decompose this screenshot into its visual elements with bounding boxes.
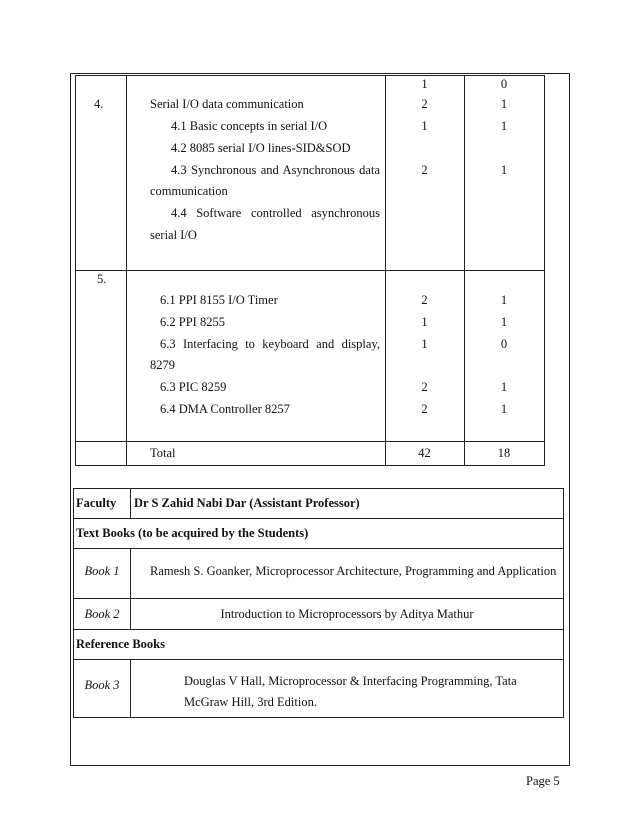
unit4-number: 4.: [94, 97, 104, 111]
unit4-sub4-line1: 4.4 Software controlled asynchronous: [171, 206, 380, 220]
book2-label: Book 2: [84, 607, 120, 621]
book2-text: Introduction to Microprocessors by Aditya Mathur: [220, 607, 474, 621]
column-divider: [544, 75, 545, 466]
unit4-sub2: 4.2 8085 serial I/O lines-SID&SOD: [171, 141, 351, 155]
row-divider: [75, 441, 545, 442]
books-top-border: [73, 488, 564, 489]
row-divider: [73, 659, 564, 660]
unit5-sub4: 6.3 PIC 8259: [160, 380, 227, 394]
unit4-heading-col-a: 2: [421, 97, 428, 111]
page-number: Page 5: [526, 774, 560, 788]
faculty-divider: [130, 488, 131, 519]
unit5-sub1: 6.1 PPI 8155 I/O Timer: [160, 293, 278, 307]
book1-label: Book 1: [84, 564, 120, 578]
column-divider: [75, 75, 76, 466]
unit5-sub5: 6.4 DMA Controller 8257: [160, 402, 290, 416]
book1-text: Ramesh S. Goanker, Microprocessor Architecture, Programming and Application: [150, 564, 557, 578]
unit5-sub1-col-b: 1: [500, 293, 508, 307]
unit5-number: 5.: [97, 272, 107, 286]
unit5-sub5-col-a: 2: [421, 402, 428, 416]
book3-line1: Douglas V Hall, Microprocessor & Interfacing Programming, Tata: [184, 674, 517, 688]
unit4-sub1: 4.1 Basic concepts in serial I/O: [171, 119, 328, 133]
book-label-divider: [130, 659, 131, 718]
row-divider: [75, 270, 545, 271]
unit4-sub1-col-a: 1: [421, 119, 428, 133]
total-label: Total: [150, 446, 176, 460]
row-divider: [73, 629, 564, 630]
unit5-sub2: 6.2 PPI 8255: [160, 315, 225, 329]
unit5-sub5-col-b: 1: [500, 402, 508, 416]
references-heading: Reference Books: [76, 637, 165, 651]
book3-line2: McGraw Hill, 3rd Edition.: [184, 695, 317, 709]
unit5-sub4-col-b: 1: [500, 380, 508, 394]
books-right-border: [563, 488, 564, 718]
unit5-sub3-col-b: 0: [500, 337, 508, 351]
unit5-sub3-col-a: 1: [421, 337, 428, 351]
unit5-sub3-line1: 6.3 Interfacing to keyboard and display,: [160, 337, 380, 351]
column-divider: [126, 75, 127, 466]
total-col-b: 18: [497, 446, 511, 460]
unit5-sub3-line2: 8279: [150, 358, 175, 372]
unit4-top-col-a: 1: [421, 77, 428, 91]
row-divider: [73, 548, 564, 549]
row-divider: [73, 518, 564, 519]
unit4-heading-col-b: 1: [500, 97, 508, 111]
table-bottom-border: [75, 465, 545, 466]
row-divider: [73, 598, 564, 599]
textbooks-heading: Text Books (to be acquired by the Students): [76, 526, 309, 540]
total-col-a: 42: [418, 446, 431, 460]
unit4-top-col-b: 0: [500, 77, 508, 91]
unit4-heading: Serial I/O data communication: [150, 97, 304, 111]
unit4-sub4-line2: serial I/O: [150, 228, 197, 242]
unit4-sub3-col-a: 2: [421, 163, 428, 177]
unit5-sub2-col-b: 1: [500, 315, 508, 329]
unit5-sub4-col-a: 2: [421, 380, 428, 394]
unit4-sub1-col-b: 1: [500, 119, 508, 133]
unit5-sub2-col-a: 1: [421, 315, 428, 329]
unit5-sub1-col-a: 2: [421, 293, 428, 307]
unit4-sub3-line2: communication: [150, 184, 228, 198]
books-bottom-border: [73, 717, 564, 718]
unit4-sub3-line1: 4.3 Synchronous and Asynchronous data: [171, 163, 380, 177]
book3-label: Book 3: [84, 678, 120, 692]
faculty-name: Dr S Zahid Nabi Dar (Assistant Professor): [134, 496, 360, 510]
faculty-label: Faculty: [76, 496, 117, 510]
unit4-sub3-col-b: 1: [500, 163, 508, 177]
